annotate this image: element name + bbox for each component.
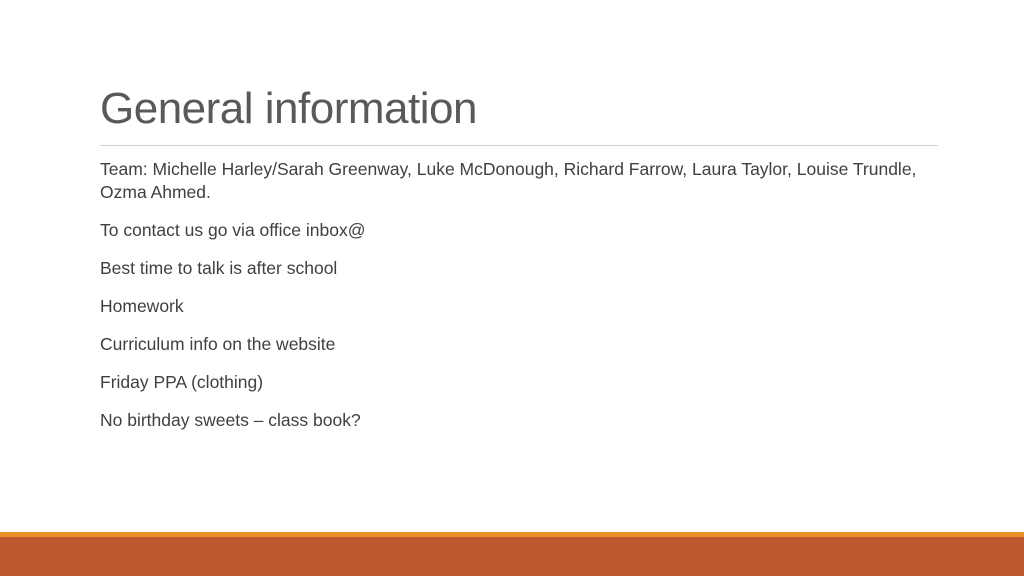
slide-title: General information (100, 84, 477, 133)
bullet-homework: Homework (100, 296, 184, 316)
footer-band (0, 537, 1024, 576)
bullet-list (100, 158, 940, 447)
bullet-friday-ppa: Friday PPA (clothing) (100, 372, 264, 392)
bullet-best-time: Best time to talk is after school (100, 258, 338, 278)
bullet-contact: To contact us go via office inbox@ (100, 220, 366, 240)
bullet-team: Team: Michelle Harley/Sarah Greenway, Luke McDonough, Richard Farrow, Laura Taylor, Louise Trundle, Ozma Ahmed. (100, 159, 917, 202)
bullet-curriculum: Curriculum info on the website (100, 334, 336, 354)
title-divider (100, 145, 938, 146)
bullet-birthday: No birthday sweets – class book? (100, 410, 361, 430)
